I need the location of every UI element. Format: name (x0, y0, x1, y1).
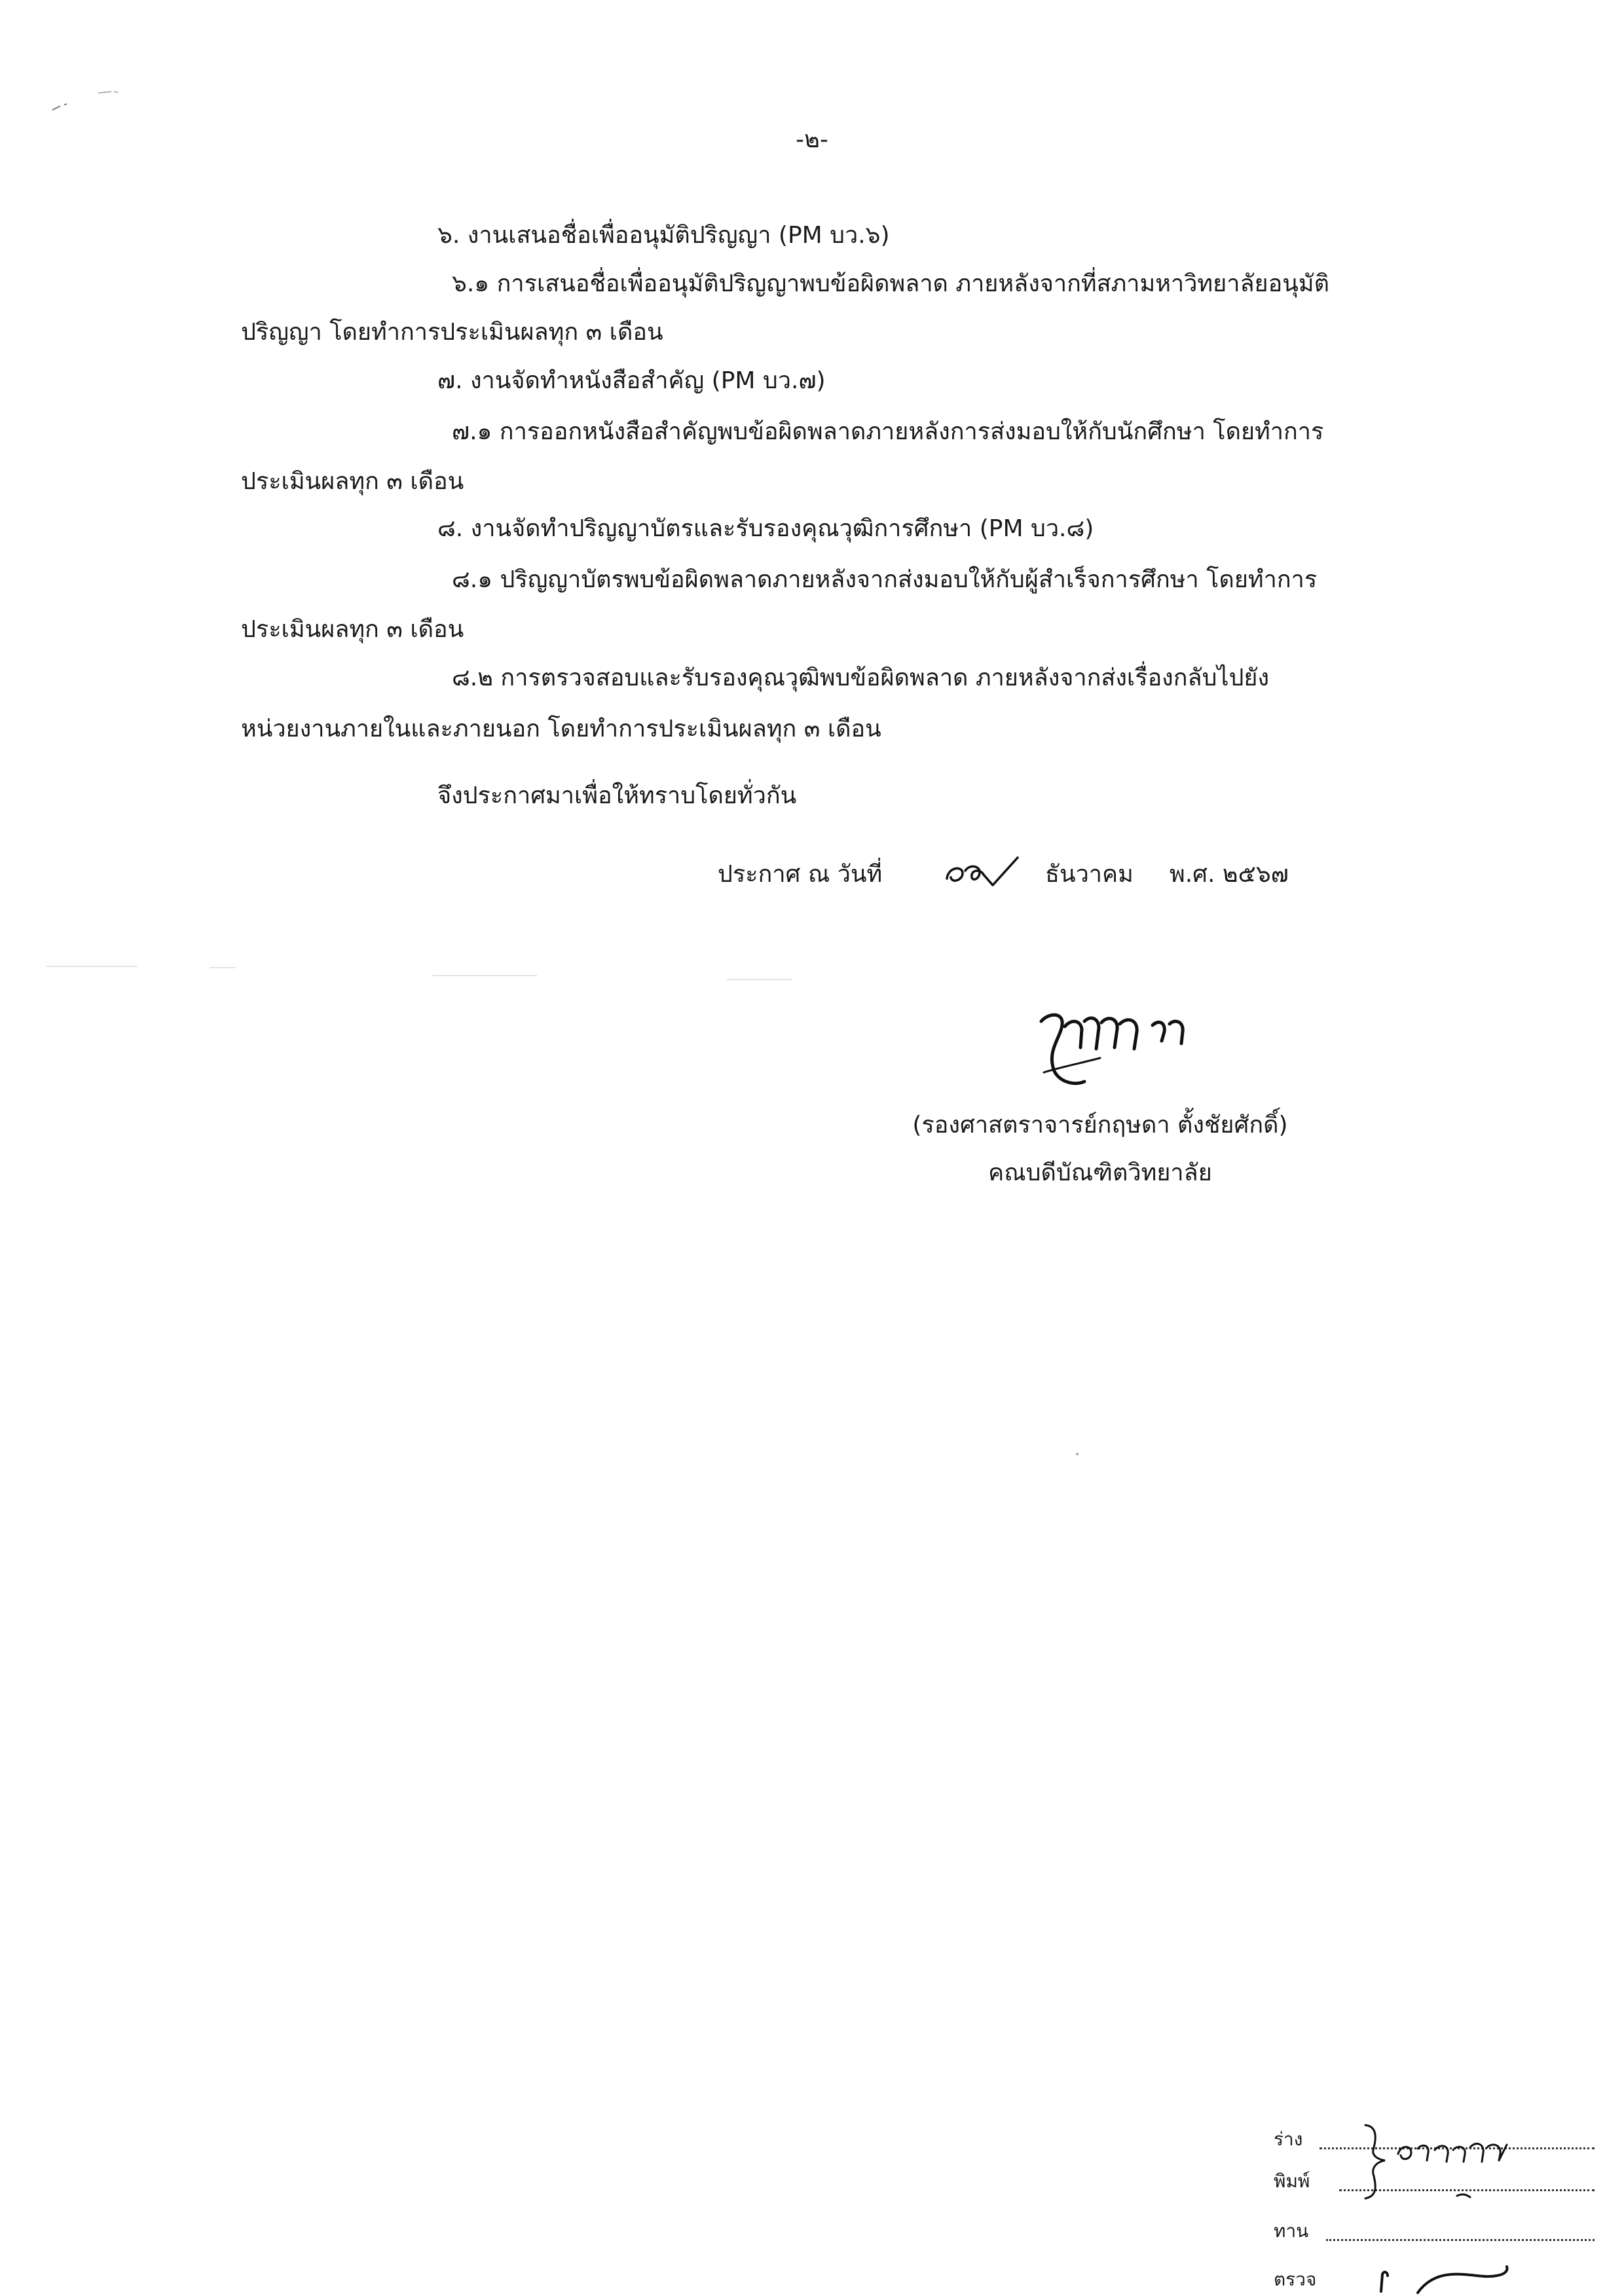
item7-1-line2: ประเมินผลทุก ๓ เดือน (241, 468, 464, 495)
handwritten-initials (1359, 2121, 1575, 2213)
scan-dot-artifact (1074, 1451, 1080, 1457)
item8-2-line2: หน่วยงานภายในและภายนอก โดยทำการประเมินผลทุก ๓ เดือน (241, 716, 881, 742)
routing-draft-label: ร่าง (1274, 2128, 1303, 2150)
routing-check-label: ทาน (1274, 2220, 1309, 2242)
item6-1-line1-text: ๖.๑ การเสนอชื่อเพื่ออนุมัติปริญญาพบข้อผิดพลาด ภายหลังจากที่สภามหาวิทยาลัยอนุมัติ (452, 270, 1329, 297)
closing-statement: จึงประกาศมาเพื่อให้ทราบโดยทั่วกัน (437, 782, 797, 809)
item8-heading: ๘. งานจัดทำปริญญาบัตรและรับรองคุณวุฒิการศึกษา (PM บว.๘) (437, 515, 1094, 542)
date-year: พ.ศ. ๒๕๖๗ (1170, 861, 1289, 888)
routing-check-line (1326, 2239, 1595, 2241)
date-prefix: ประกาศ ณ วันที่ (718, 861, 883, 888)
routing-verify-label: ตรวจ (1274, 2269, 1317, 2290)
item6-1-line1 (452, 268, 1480, 300)
date-month: ธันวาคม (1045, 861, 1134, 888)
item7-heading: ๗. งานจัดทำหนังสือสำคัญ (PM บว.๗) (437, 367, 826, 394)
item8-2-line1: ๘.๒ การตรวจสอบและรับรองคุณวุฒิพบข้อผิดพลาด ภายหลังจากส่งเรื่องกลับไปยัง (452, 665, 1270, 691)
routing-print-label: พิมพ์ (1274, 2170, 1310, 2192)
routing-initials-block (1274, 2121, 1601, 2296)
item6-heading: ๖. งานเสนอชื่อเพื่ออนุมัติปริญญา (PM บว.๖) (437, 222, 890, 249)
item7-1-line1: ๗.๑ การออกหนังสือสำคัญพบข้อผิดพลาดภายหลังการส่งมอบให้กับนักศึกษา โดยทำการ (452, 418, 1324, 445)
handwritten-signature (1022, 995, 1244, 1100)
page-number: -๒- (796, 126, 828, 153)
handwritten-verify-initials (1372, 2259, 1542, 2296)
handwritten-day (940, 852, 1025, 898)
item8-1-line2: ประเมินผลทุก ๓ เดือน (241, 616, 464, 643)
item8-1-line1: ๘.๑ ปริญญาบัตรพบข้อผิดพลาดภายหลังจากส่งมอบให้กับผู้สำเร็จการศึกษา โดยทำการ (452, 566, 1318, 593)
item6-1-line2: ปริญญา โดยทำการประเมินผลทุก ๓ เดือน (241, 319, 663, 346)
signatory-position: คณบดีบัณฑิตวิทยาลัย (988, 1159, 1212, 1186)
scan-speck-mark (46, 85, 124, 118)
signatory-name: (รองศาสตราจารย์กฤษดา ตั้งชัยศักดิ์) (912, 1112, 1288, 1139)
scan-line-artifact (39, 961, 825, 981)
